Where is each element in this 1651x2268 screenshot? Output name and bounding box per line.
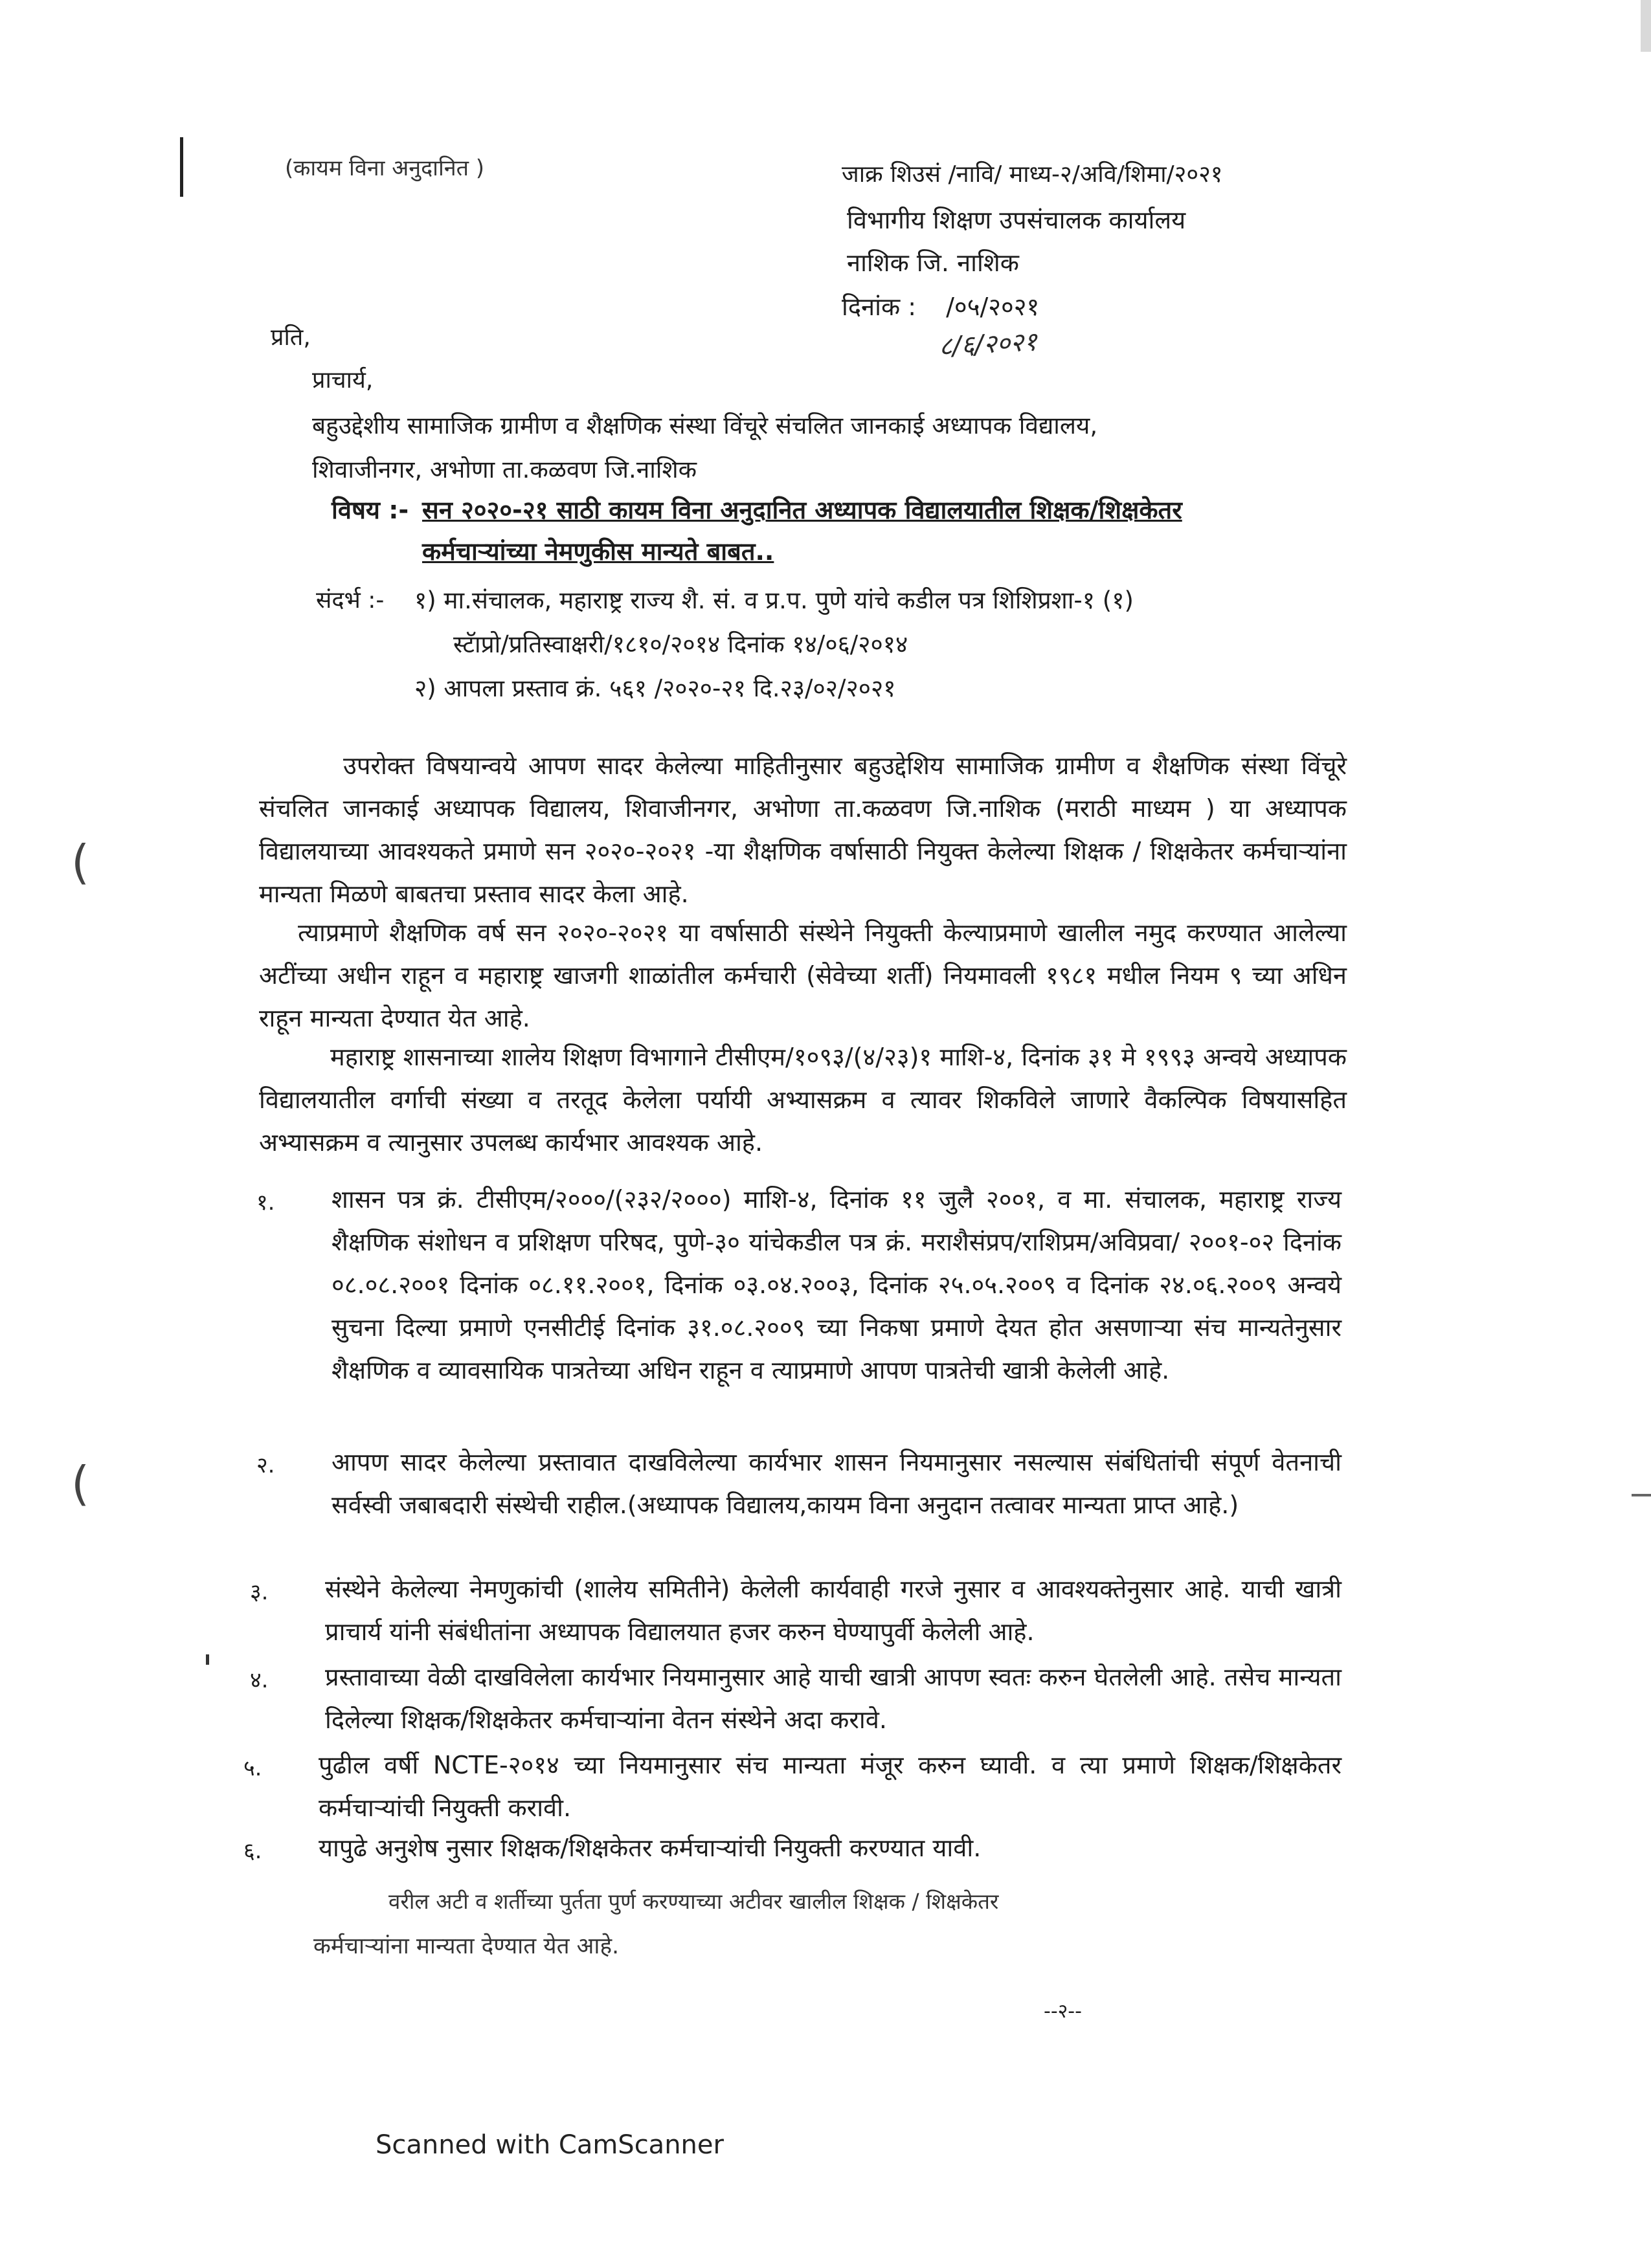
reference-number: जाक्र शिउसं /नावि/ माध्य-२/अवि/शिमा/२०२१: [842, 161, 1223, 188]
margin-tick: [206, 1654, 209, 1665]
handwritten-date: ८/६/२०२१: [938, 327, 1038, 362]
condition-text: संस्थेने केलेल्या नेमणुकांची (शालेय समितीने) केलेली कार्यवाही गरजे नुसार व आवश्यक्तेनुसार आहे. याची खात्री प्राचार्य यांनी संबंधीतांना अध्यापक विद्यालयात हजर करुन घेण्यापुर्वी केलेली आहे.: [325, 1575, 1342, 1646]
punch-hole-mark: (: [71, 835, 90, 889]
prati-label: प्रति,: [271, 324, 311, 351]
reference-2: २) आपला प्रस्ताव क्रं. ५६१ /२०२०-२१ दि.२३/०२/२०२१: [414, 674, 896, 702]
body-paragraph-2: त्याप्रमाणे शैक्षणिक वर्ष सन २०२०-२०२१ या वर्षासाठी संस्थेने नियुक्ती केल्याप्रमाणे खालील नमुद करण्यात आलेल्या अटींच्या अधीन राहून व महाराष्ट्र खाजगी शाळांतील कर्मचारी (सेवेच्या शर्ती) नियमावली १९८१ मधील नियम ९ च्या अधिन राहून मान्यता देण्यात येत आहे.: [259, 918, 1347, 1032]
addressee-title: प्राचार्य,: [312, 367, 374, 394]
page-marker: --२--: [1044, 2000, 1082, 2023]
reference-label: संदर्भ :-: [316, 587, 385, 614]
condition-number: २.: [256, 1452, 275, 1478]
condition-text: पुढील वर्षी NCTE-२०१४ च्या नियमानुसार संच मान्यता मंजूर करुन घ्यावी. व त्या प्रमाणे शिक्षक/शिक्षकेतर कर्मचाऱ्यांची नियुक्ती करावी.: [319, 1751, 1342, 1822]
addressee-line2: शिवाजीनगर, अभोणा ता.कळवण जि.नाशिक: [312, 456, 697, 484]
office-place: नाशिक जि. नाशिक: [847, 249, 1019, 277]
addressee-line1: बहुउद्देशीय सामाजिक ग्रामीण व शैक्षणिक संस्था विंचूरे संचलित जानकाई अध्यापक विद्यालय,: [312, 412, 1098, 439]
condition-number: ३.: [250, 1579, 269, 1605]
condition-text: प्रस्तावाच्या वेळी दाखविलेला कार्यभार नियमानुसार आहे याची खात्री आपण स्वतः करुन घेतलेली आहे. तसेच मान्यता दिलेल्या शिक्षक/शिक्षकेतर कर्मचाऱ्यांना वेतन संस्थेने अदा करावे.: [325, 1663, 1342, 1734]
date-line: [842, 293, 1039, 322]
condition-text: यापुढे अनुशेष नुसार शिक्षक/शिक्षकेतर कर्मचाऱ्यांची नियुक्ती करण्यात यावी.: [319, 1834, 982, 1862]
body-paragraph-1: उपरोक्त विषयान्वये आपण सादर केलेल्या माहितीनुसार बहुउद्देशिय सामाजिक ग्रामीण व शैक्षणिक संस्था विंचूरे संचलित जानकाई अध्यापक विद्यालय, शिवाजीनगर, अभोणा ता.कळवण जि.नाशिक (मराठी माध्यम ) या अध्यापक विद्यालयाच्या आवश्यकते प्रमाणे सन २०२०-२०२१ -या शैक्षणिक वर्षासाठी नियुक्त केलेल्या शिक्षक / शिक्षकेतर कर्मचाऱ्यांना मान्यता मिळणे बाबतचा प्रस्ताव सादर केला आहे.: [259, 751, 1347, 908]
scan-edge-mark: [1641, 0, 1651, 52]
scan-edge-tick: [1632, 1494, 1651, 1496]
top-left-note: (कायम विना अनुदानित ): [285, 155, 485, 181]
condition-number: ५.: [243, 1755, 262, 1781]
reference-1-line1: १) मा.संचालक, महाराष्ट्र राज्य शै. सं. व प्र.प. पुणे यांचे कडील पत्र शिशिप्रशा-१ (१): [414, 586, 1134, 614]
condition-number: ६.: [243, 1838, 262, 1864]
punch-hole-mark: (: [71, 1456, 90, 1511]
closing-line1: वरील अटी व शर्तीच्या पुर्तता पुर्ण करण्याच्या अटीवर खालील शिक्षक / शिक्षकेतर: [388, 1889, 999, 1914]
scanner-footer: Scanned with CamScanner: [376, 2130, 724, 2160]
closing-line2: कर्मचाऱ्यांना मान्यता देण्यात येत आहे.: [313, 1933, 620, 1959]
reference-1-line2: स्टॅाप्रो/प्रतिस्वाक्षरी/१८१०/२०१४ दिनांक १४/०६/२०१४: [453, 630, 908, 658]
office-name: विभागीय शिक्षण उपसंचालक कार्यालय: [847, 206, 1186, 234]
date-value: /०५/२०२१: [946, 293, 1040, 321]
subject-label: विषय :-: [331, 496, 409, 524]
date-label: दिनांक :: [842, 293, 917, 321]
body-paragraph-3: महाराष्ट्र शासनाच्या शालेय शिक्षण विभागाने टीसीएम/१०९३/(४/२३)१ माशि-४, दिनांक ३१ मे १९९३ अन्वये अध्यापक विद्यालयातील वर्गाची संख्या व तरतूद केलेला पर्यायी अभ्यासक्रम व त्यावर शिकविले जाणारे वैकल्पिक विषयासहित अभ्यासक्रम व त्यानुसार उपलब्ध कार्यभार आवश्यक आहे.: [259, 1043, 1347, 1157]
subject-line2: कर्मचाऱ्यांच्या नेमणुकीस मान्यते बाबत..: [422, 537, 774, 566]
subject-line1: सन २०२०-२१ साठी कायम विना अनुदानित अध्यापक विद्यालयातील शिक्षक/शिक्षकेतर: [422, 496, 1182, 524]
margin-bar: [180, 137, 183, 197]
condition-number: ४.: [250, 1667, 269, 1693]
condition-text: शासन पत्र क्रं. टीसीएम/२०००/(२३२/२०००) माशि-४, दिनांक ११ जुलै २००१, व मा. संचालक, महाराष्ट्र राज्य शैक्षणिक संशोधन व प्रशिक्षण परिषद, पुणे-३० यांचेकडील पत्र क्रं. मराशैसंप्रप/राशिप्रम/अविप्रवा/ २००१-०२ दिनांक ०८.०८.२००१ दिनांक ०८.११.२००१, दिनांक ०३.०४.२००३, दिनांक २५.०५.२००९ व दिनांक २४.०६.२००९ अन्वये सुचना दिल्या प्रमाणे एनसीटीई दिनांक ३१.०८.२००९ च्या निकषा प्रमाणे देयत होत असणाऱ्या संच मान्यतेनुसार शैक्षणिक व व्यावसायिक पात्रतेच्या अधिन राहून व त्याप्रमाणे आपण पात्रतेची खात्री केलेली आहे.: [331, 1185, 1342, 1384]
condition-number: १.: [256, 1190, 275, 1216]
condition-text: आपण सादर केलेल्या प्रस्तावात दाखविलेल्या कार्यभार शासन नियमानुसार नसल्यास संबंधितांची संपूर्ण वेतनाची सर्वस्वी जबाबदारी संस्थेची राहील.(अध्यापक विद्यालय,कायम विना अनुदान तत्वावर मान्यता प्राप्त आहे.): [331, 1448, 1342, 1519]
